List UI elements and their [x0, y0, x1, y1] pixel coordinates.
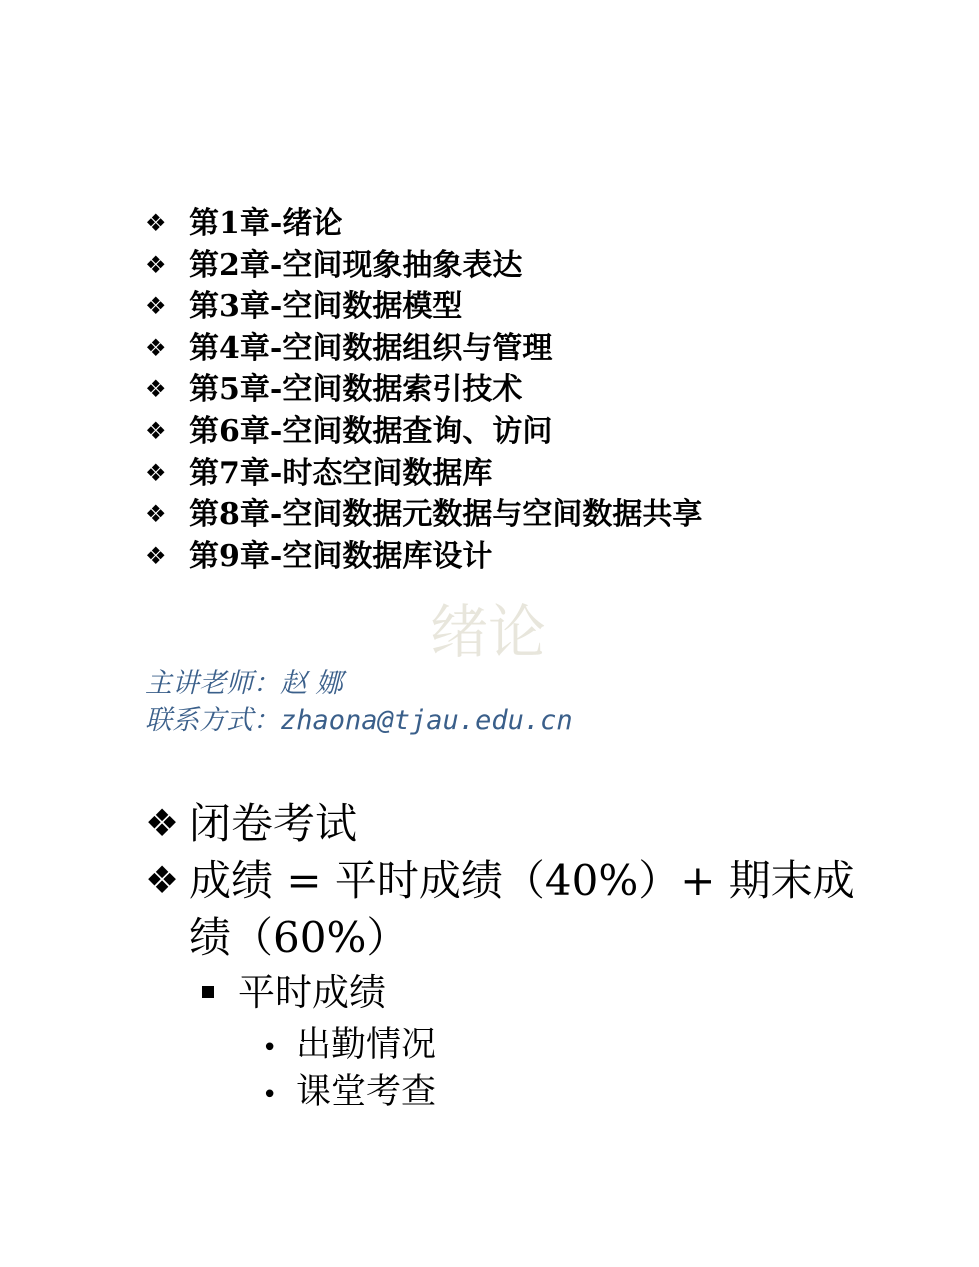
chapter-item [145, 203, 702, 245]
chapter-title: 第1章-绪论 [189, 206, 343, 241]
chapter-item [145, 328, 702, 370]
chapter-title: 第9章-空间数据库设计 [189, 538, 493, 574]
chapter-title: 第8章-空间数据元数据与空间数据共享 [189, 497, 703, 533]
exam-item [145, 795, 869, 852]
watermark-title: 绪论 [430, 598, 547, 666]
diamond-bullet-icon: ❖ [145, 541, 167, 570]
dot-bullet-icon: • [262, 1080, 278, 1110]
diamond-bullet-icon: ❖ [145, 375, 167, 404]
exam-info-list [145, 795, 869, 966]
sub-item-text: 平时成绩 [238, 971, 386, 1014]
chapter-item [145, 245, 702, 287]
chapter-item [145, 369, 702, 411]
diamond-bullet-icon: ❖ [145, 209, 167, 237]
teacher-line: 主讲老师：赵 娜 [145, 668, 343, 699]
sub-sub-item [262, 1064, 436, 1114]
diamond-bullet-icon: ❖ [145, 500, 167, 529]
contact-label: 联系方式： [145, 705, 280, 736]
chapter-list [145, 203, 702, 577]
sub-sub-item-text: 出勤情况 [296, 1025, 437, 1065]
exam-item-text: 闭卷考试 [189, 799, 358, 848]
square-bullet-icon [202, 986, 214, 998]
contact-line [145, 698, 573, 737]
diamond-bullet-icon: ❖ [145, 292, 167, 321]
diamond-bullet-icon: ❖ [145, 458, 167, 487]
sub-sub-item-text: 课堂考查 [296, 1072, 437, 1112]
diamond-bullet-icon: ❖ [145, 333, 167, 362]
chapter-title: 第4章-空间数据组织与管理 [189, 330, 553, 366]
chapter-item [145, 286, 702, 328]
chapter-item [145, 453, 702, 495]
sub-sub-item [262, 1017, 436, 1067]
diamond-bullet-icon: ❖ [145, 858, 180, 902]
diamond-bullet-icon: ❖ [145, 416, 167, 445]
email-address: zhaona@tjau.edu.cn [280, 705, 573, 736]
chapter-title: 第7章-时态空间数据库 [189, 455, 493, 491]
dot-bullet-icon: • [262, 1033, 278, 1063]
sub-item [202, 968, 386, 1018]
diamond-bullet-icon: ❖ [145, 250, 167, 279]
chapter-item [145, 494, 702, 536]
chapter-item [145, 536, 702, 578]
exam-item [145, 852, 869, 966]
diamond-bullet-icon: ❖ [145, 801, 180, 845]
chapter-title: 第3章-空间数据模型 [189, 289, 463, 325]
chapter-item [145, 411, 702, 453]
chapter-title: 第6章-空间数据查询、访问 [189, 413, 553, 449]
chapter-title: 第2章-空间现象抽象表达 [189, 247, 523, 283]
exam-item-text: 成绩 = 平时成绩（40%）+ 期末成绩（60%） [189, 856, 855, 962]
chapter-title: 第5章-空间数据索引技术 [189, 372, 523, 408]
